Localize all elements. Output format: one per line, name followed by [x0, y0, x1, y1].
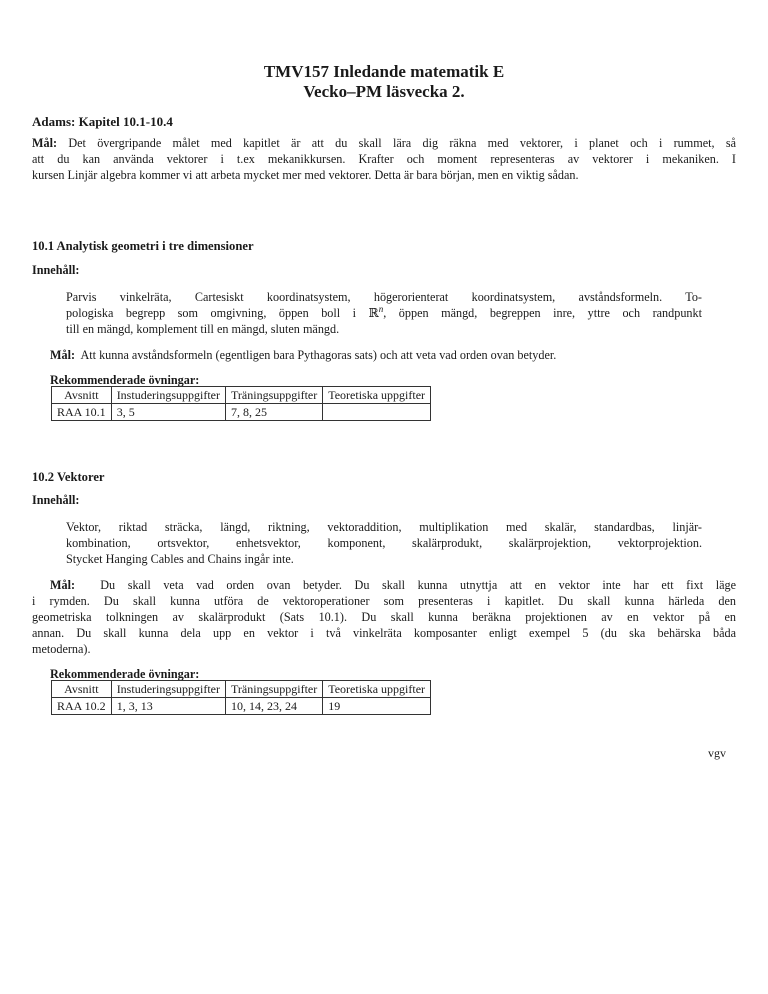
goal-line: geometriska tolkningen av skalärprodukt (Sats 10.1). Du skall kunna beräkna projektionen av en vektor på en — [32, 610, 736, 624]
content-line: kombination, ortsvektor, enhetsvektor, komponent, skalärprodukt, skalärprojektion, vektorprojektion. — [66, 536, 702, 550]
goal-line: metoderna). — [32, 642, 91, 656]
intro-goal-label: Mål: — [32, 136, 58, 150]
intro-line-1: Mål: Det övergripande målet med kapitlet är att du skall lära dig räkna med vektorer, i planet och i rummet, så — [32, 136, 736, 150]
content-line: pologiska begrepp som omgivning, öppen boll i ℝ$^n$, öppen mängd, begreppen inre, yttre och randpunkt — [66, 303, 702, 320]
table-header-cell: Träningsuppgifter — [226, 387, 323, 404]
section-10-2-goal — [32, 577, 736, 657]
intro-line-2: att du kan använda vektorer i t.ex mekanikkursen. Krafter och moment representeras av vektorer i mekaniken. I — [32, 152, 736, 166]
section-10-1-goal — [50, 347, 556, 363]
content-line: Stycket Hanging Cables and Chains ingår inte. — [66, 552, 294, 566]
section-10-1-goal-text: Att kunna avståndsformeln (egentligen bara Pythagoras sats) och att veta vad orden ovan betyder. — [80, 348, 557, 362]
table-header-row — [52, 681, 431, 698]
content-line: Parvis vinkelräta, Cartesiskt koordinatsystem, högerorienterat koordinatsystem, avståndsformeln. To- — [66, 290, 702, 304]
table-header-cell: Instuderingsuppgifter — [111, 387, 225, 404]
goal-line: annan. Du skall kunna dela upp en vektor i två vinkelräta komposanter enligt exempel 5 (du ska behärska båda — [32, 626, 736, 640]
section-10-1-goal-label: Mål: — [50, 348, 76, 362]
table-header-cell: Instuderingsuppgifter — [111, 681, 225, 698]
page-subtitle: Vecko–PM läsvecka 2. — [303, 82, 465, 101]
table-cell: 3, 5 — [111, 404, 225, 421]
table-row — [52, 698, 431, 715]
table-cell — [323, 404, 431, 421]
table-cell: RAA 10.2 — [52, 698, 112, 715]
table-cell: 7, 8, 25 — [226, 404, 323, 421]
table-row — [52, 404, 431, 421]
table-cell: 10, 14, 23, 24 — [226, 698, 323, 715]
section-10-2-exercises-label: Rekommenderade övningar: — [50, 667, 200, 681]
section-10-1-content — [66, 289, 702, 337]
content-line: Vektor, riktad sträcka, längd, riktning, vektoraddition, multiplikation med skalär, standardbas, linjär- — [66, 520, 702, 534]
table-cell: RAA 10.1 — [52, 404, 112, 421]
page-title: TMV157 Inledande matematik E — [263, 62, 505, 81]
table-cell: 1, 3, 13 — [111, 698, 225, 715]
section-10-2-content-label: Innehåll: — [32, 493, 80, 507]
exercise-table-10-2 — [51, 680, 431, 715]
section-heading-10-2: 10.2 Vektorer — [32, 470, 105, 484]
table-header-cell: Avsnitt — [52, 681, 112, 698]
chapter-heading: Adams: Kapitel 10.1-10.4 — [32, 114, 173, 129]
table-header-cell: Avsnitt — [52, 387, 112, 404]
section-10-2-content — [66, 519, 702, 567]
table-header-row — [52, 387, 431, 404]
table-cell: 19 — [323, 698, 431, 715]
table-header-cell: Teoretiska uppgifter — [323, 681, 431, 698]
intro-goal — [32, 135, 736, 183]
exercise-table-10-1 — [51, 386, 431, 421]
intro-line-3: kursen Linjär algebra kommer vi att arbeta mycket mer med vektorer. Detta är bara början, men en viktig sådan. — [32, 168, 579, 182]
section-10-1-exercises-label: Rekommenderade övningar: — [50, 373, 200, 387]
table-header-cell: Teoretiska uppgifter — [323, 387, 431, 404]
footer-initials: vgv — [708, 746, 726, 760]
content-line: till en mängd, komplement till en mängd, sluten mängd. — [66, 322, 340, 336]
superscript-n: n — [378, 303, 384, 314]
section-10-1-content-label: Innehåll: — [32, 263, 80, 277]
section-10-2-goal-label: Mål: — [50, 578, 76, 592]
goal-line: i rymden. Du skall kunna utföra de vektoroperationer som presenteras i kapitlet. Du skall kunna härleda den — [32, 594, 736, 608]
section-heading-10-1: 10.1 Analytisk geometri i tre dimensioner — [32, 239, 254, 253]
goal-line: Mål: Du skall veta vad orden ovan betyder. Du skall kunna utnyttja att en vektor inte har ett fixt läge — [50, 578, 736, 592]
table-header-cell: Träningsuppgifter — [226, 681, 323, 698]
